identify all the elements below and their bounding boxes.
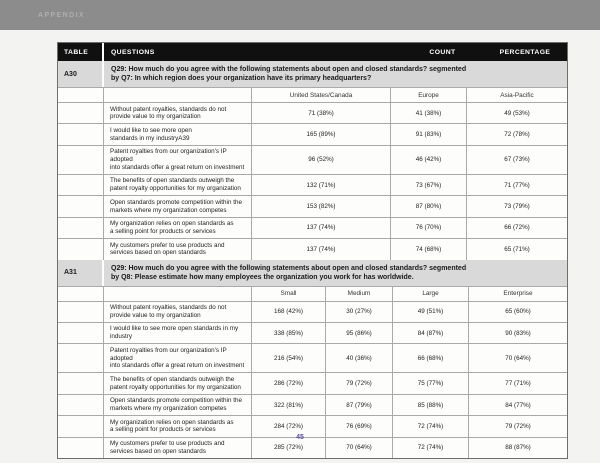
section-rows-a30 [58, 87, 567, 260]
value-cell: 88 (87%) [505, 444, 531, 452]
table-row [58, 343, 567, 372]
statement-line: into standards offer a great return on investment [110, 163, 245, 171]
statement-cell [104, 323, 252, 343]
statement-line: patent royalty opportunities for my organization [110, 383, 241, 391]
statement-cell [104, 103, 252, 123]
statement-cell [104, 146, 252, 174]
value-cell: 322 (81%) [252, 395, 326, 415]
spacer-cell [104, 88, 252, 102]
value-cell: 87 (80%) [391, 196, 467, 216]
statement-line: My customers prefer to use products and [110, 241, 225, 249]
value-cell: 49 (53%) [504, 109, 530, 117]
table-row [58, 102, 567, 123]
spacer-cell [58, 124, 104, 144]
statement-cell [104, 124, 252, 144]
table-row [58, 394, 567, 415]
statement-cell [104, 218, 252, 238]
column-header-cell: United States/Canada [252, 88, 391, 102]
value-cell: 137 (74%) [252, 218, 391, 238]
value-cell: 72 (78%) [504, 131, 530, 139]
page-number: 45 [296, 434, 304, 441]
section-question [104, 61, 567, 87]
spacer-cell [58, 196, 104, 216]
table-row [58, 195, 567, 216]
value-cell: 72 (74%) [393, 416, 469, 436]
spacer-cell [58, 302, 104, 322]
statement-line: The benefits of open standards outweigh the [110, 375, 235, 383]
statement-line: My organization relies on open standards as [110, 220, 234, 228]
table-row [58, 123, 567, 144]
value-cell: 49 (51%) [393, 302, 469, 322]
appendix-label: APPENDIX [38, 11, 85, 19]
column-header-cell: Europe [391, 88, 467, 102]
value-cell: 216 (54%) [252, 344, 326, 372]
column-header-row [58, 286, 567, 301]
statement-line: Without patent royalties, standards do not [110, 304, 227, 312]
column-header-row [58, 87, 567, 102]
statement-cell [104, 175, 252, 195]
value-cell: 79 (72%) [505, 422, 531, 430]
statement-line: provide value to my organization [110, 113, 201, 121]
column-header-cell: Small [252, 287, 326, 301]
statement-line: standards in my industryA39 [110, 134, 190, 142]
statement-line: markets where my organization competes [110, 206, 227, 214]
statement-line: The benefits of open standards outweigh the [110, 177, 235, 185]
section-question-line: by Q7: In which region does your organization have its primary headquarters? [111, 75, 372, 82]
section-band-a30 [58, 61, 567, 87]
table-row [58, 217, 567, 238]
section-question-line: Q29: How much do you agree with the following statements about open and closed standards? segmented [111, 66, 467, 73]
value-cell: 84 (87%) [393, 323, 469, 343]
statement-line: provide value to my organization [110, 311, 201, 319]
statement-line: services based on open standards [110, 447, 206, 455]
statement-cell [104, 395, 252, 415]
value-cell: 40 (36%) [326, 344, 393, 372]
value-cell: 73 (67%) [391, 175, 467, 195]
value-cell: 76 (70%) [391, 218, 467, 238]
section-question-line: by Q8: Please estimate how many employees the organization you work for has worldwide. [111, 273, 414, 281]
table-header-cell-percentage: PERCENTAGE [499, 48, 551, 56]
section-question-line: Q29: How much do you agree with the following statements about open and closed standards? segmented [111, 264, 467, 272]
table-header-row [58, 43, 567, 61]
value-cell: 96 (52%) [252, 146, 391, 174]
value-cell: 77 (71%) [505, 380, 531, 388]
value-cell: 338 (85%) [252, 323, 326, 343]
appendix-header-bar [0, 0, 600, 30]
spacer-cell [58, 344, 104, 372]
statement-line: into standards offer a great return on investment [110, 362, 245, 370]
table-header-cell-table: TABLE [58, 43, 104, 61]
section-id: A30 [58, 61, 104, 87]
value-cell: 70 (64%) [326, 438, 393, 458]
spacer-cell [58, 146, 104, 174]
statement-line: I would like to see more open standards in my industry [110, 325, 239, 341]
value-cell: 72 (74%) [393, 438, 469, 458]
spacer-cell [58, 323, 104, 343]
data-table [57, 42, 568, 459]
value-cell: 286 (72%) [252, 373, 326, 393]
value-cell: 95 (86%) [326, 323, 393, 343]
value-cell: 74 (68%) [391, 239, 467, 259]
statement-line: I would like to see more open [110, 126, 192, 134]
value-cell: 66 (68%) [393, 344, 469, 372]
value-cell: 168 (42%) [252, 302, 326, 322]
spacer-cell [58, 218, 104, 238]
statement-cell [104, 196, 252, 216]
value-cell: 66 (72%) [504, 224, 530, 232]
value-cell: 84 (77%) [505, 401, 531, 409]
section-band-a31 [58, 260, 567, 286]
value-cell: 46 (42%) [391, 146, 467, 174]
value-cell: 85 (88%) [393, 395, 469, 415]
value-cell: 87 (79%) [326, 395, 393, 415]
value-cell: 76 (69%) [326, 416, 393, 436]
table-row [58, 238, 567, 259]
statement-line: My customers prefer to use products and [110, 440, 225, 448]
value-cell: 70 (64%) [505, 354, 531, 362]
value-cell: 165 (89%) [252, 124, 391, 144]
table-header-cell-count: COUNT [429, 48, 456, 56]
table-row [58, 322, 567, 343]
table-row [58, 174, 567, 195]
statement-line: Patent royalties from our organization's IP adopted [110, 346, 227, 362]
value-cell: 153 (82%) [252, 196, 391, 216]
value-cell: 284 (72%) [252, 416, 326, 436]
spacer-cell [58, 395, 104, 415]
section-id: A31 [58, 260, 104, 286]
statement-line: markets where my organization competes [110, 405, 227, 413]
spacer-cell [58, 175, 104, 195]
statement-line: Open standards promote competition within the [110, 198, 242, 206]
value-cell: 30 (27%) [326, 302, 393, 322]
table-row [58, 301, 567, 322]
value-cell: 65 (71%) [504, 245, 530, 253]
value-cell: 285 (72%) [252, 438, 326, 458]
value-cell: 75 (77%) [393, 373, 469, 393]
value-cell: 67 (73%) [504, 156, 530, 164]
statement-line: a selling point for products or services [110, 227, 216, 235]
section-rows-a31 [58, 286, 567, 459]
statement-line: a selling point for products or services [110, 426, 216, 434]
spacer-cell [104, 287, 252, 301]
column-header-cell: Asia-Pacific [500, 91, 534, 99]
value-cell: 65 (60%) [505, 308, 531, 316]
statement-cell [104, 344, 252, 372]
column-header-cell: Medium [326, 287, 393, 301]
statement-cell [104, 373, 252, 393]
spacer-cell [58, 88, 104, 102]
value-cell: 91 (83%) [391, 124, 467, 144]
table-row [58, 145, 567, 174]
table-row [58, 372, 567, 393]
value-cell: 41 (38%) [391, 103, 467, 123]
value-cell: 71 (38%) [252, 103, 391, 123]
section-question [104, 260, 567, 286]
statement-line: patent royalty opportunities for my organization [110, 185, 241, 193]
statement-line: Open standards promote competition within the [110, 397, 242, 405]
value-cell: 73 (79%) [504, 203, 530, 211]
statement-line: Patent royalties from our organization's IP adopted [110, 148, 227, 164]
value-cell: 90 (83%) [505, 329, 531, 337]
spacer-cell [58, 373, 104, 393]
statement-line: My organization relies on open standards as [110, 418, 234, 426]
table-header-cell-questions: QUESTIONS [111, 48, 155, 56]
spacer-cell [58, 287, 104, 301]
statement-cell [104, 302, 252, 322]
value-cell: 71 (77%) [504, 181, 530, 189]
statement-cell [104, 239, 252, 259]
value-cell: 79 (72%) [326, 373, 393, 393]
value-cell: 137 (74%) [252, 239, 391, 259]
value-cell: 132 (71%) [252, 175, 391, 195]
column-header-cell: Large [393, 287, 469, 301]
statement-line: services based on open standards [110, 249, 206, 257]
spacer-cell [58, 103, 104, 123]
column-header-cell: Enterprise [503, 290, 533, 298]
statement-line: Without patent royalties, standards do not [110, 105, 227, 113]
spacer-cell [58, 239, 104, 259]
